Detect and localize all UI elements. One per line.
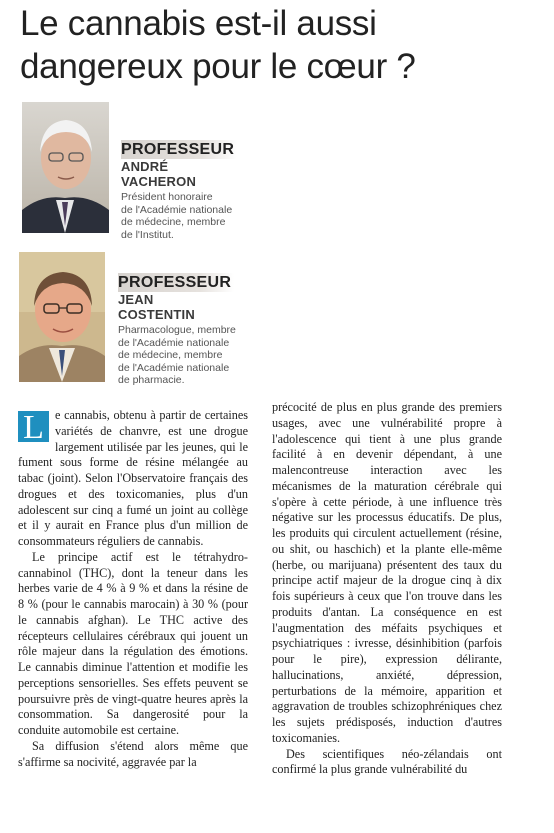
author-first-name: ANDRÉ	[121, 159, 169, 174]
author-block-vacheron	[121, 140, 237, 241]
article-title	[20, 2, 540, 88]
author-last-name: COSTENTIN	[118, 307, 195, 322]
paragraph-1: L e cannabis, obtenu à partir de certaines variétés de chanvre, est une drogue largement utilisée par les jeunes, qui le fument sous forme de résine mélangée au tabac (joint). Selon l'Observatoire français des drogues et des toxicomanies, plus d'un adolescent sur cinq a fumé un joint au collège et il y aurait en France plus d'un million de consommateurs réguliers de cannabis.	[18, 408, 248, 548]
paragraph-4: précocité de plus en plus grande des premiers usages, avec une vulnérabilité propre à l'adolescence qui tient à une plus grande facilité à en devenir dépendant, à une malencontreuse interaction avec les mécanismes de la maturation cérébrale qui s'opère à cette période, à une influence très négative sur les processus éducatifs. De plus, les produits qui circulent actuellement (résine, ou shit, ou haschich) et la plante elle-même (herbe, ou marijuana) présentent des taux du principe actif majeur de la drogue cinq à dix fois supérieurs à ceux que l'on trouve dans les produits d'antan. La conséquence en est l'augmentation des méfaits psychiques et psychiatriques : ivresse, désinhibition (parfois pour le pire), expression délirante, hallucinations, anxiété, dépression, perturbations de la mémoire, apparition et aggravation de troubles schizophréniques chez les sujets prédisposés, induction d'autres toxicomanies.	[272, 400, 502, 745]
author-block-costentin	[118, 273, 236, 387]
author-title: PROFESSEUR	[121, 140, 237, 159]
title-line-2: dangereux pour le cœur ?	[20, 47, 416, 86]
author-last-name: VACHERON	[121, 174, 197, 189]
author-title: PROFESSEUR	[118, 273, 234, 292]
portrait-costentin-image	[19, 252, 105, 382]
title-line-1: Le cannabis est-il aussi	[20, 4, 377, 43]
paragraph-2: Le principe actif est le tétrahydro-cannabinol (THC), dont la teneur dans les herbes varie de 4 % à 9 % et dans la résine de 8 % (pour le cannabis marocain) à 30 % (pour le cannabis afghan). Le THC active des récepteurs cellulaires cérébraux qui jouent un rôle majeur dans la régulation des émotions. Le cannabis diminue l'attention et modifie les perceptions sensorielles. Ses effets peuvent se poursuivre près de vingt-quatre heures après la consommation. Sa dangerosité pour la conduite automobile est certaine.	[18, 549, 248, 737]
author-first-name: JEAN	[118, 292, 154, 307]
article-column-2	[272, 400, 502, 778]
author-affiliation: Président honoraire de l'Académie nationale de médecine, membre de l'Institut.	[121, 191, 233, 241]
author-photo-costentin	[19, 252, 105, 382]
drop-cap: L	[18, 411, 49, 442]
article-column-1	[18, 408, 248, 770]
author-affiliation: Pharmacologue, membre de l'Académie nationale de médecine, membre de l'Académie nationale de pharmacie.	[118, 324, 236, 386]
paragraph-3: Sa diffusion s'étend alors même que s'affirme sa nocivité, aggravée par la	[18, 738, 248, 769]
author-photo-vacheron	[22, 102, 109, 233]
portrait-vacheron-image	[22, 102, 109, 233]
paragraph-5: Des scientifiques néo-zélandais ont confirmé la plus grande vulnérabilité du	[272, 746, 502, 777]
